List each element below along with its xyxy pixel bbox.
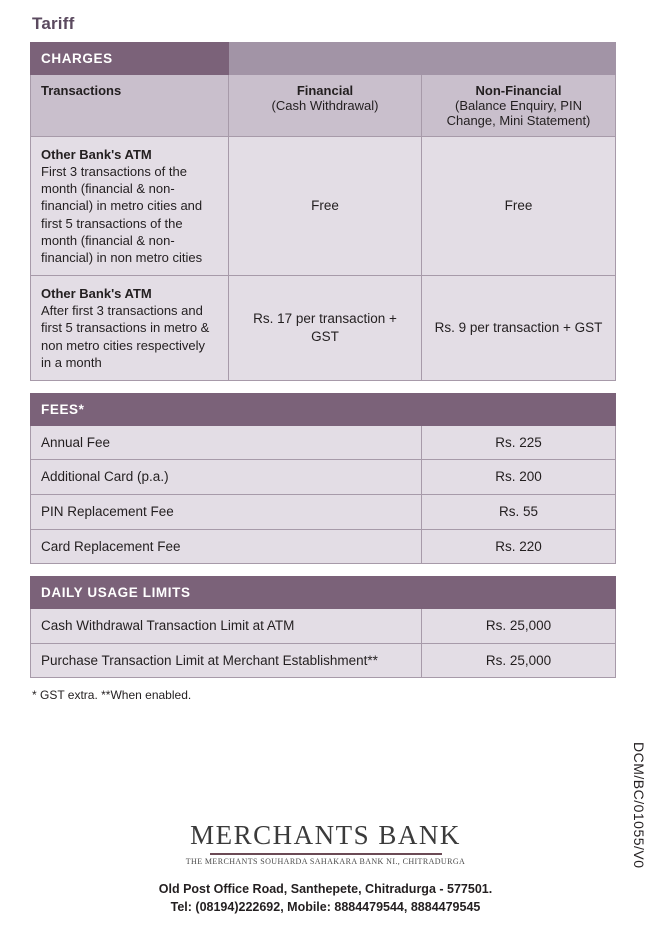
fees-row-3-label: PIN Replacement Fee (31, 494, 422, 529)
fees-row-1-label: Annual Fee (31, 425, 422, 460)
charges-col2-header-main: Financial (296, 83, 354, 98)
table-row (31, 643, 616, 678)
address-line-1: Old Post Office Road, Santhepete, Chitradurga - 577501. (158, 882, 493, 896)
page-title: Tariff (32, 14, 75, 33)
table-row (31, 425, 616, 460)
limits-band-label: DAILY USAGE LIMITS (31, 577, 616, 609)
fees-band-label: FEES* (31, 393, 616, 425)
charges-col3-header (422, 75, 616, 137)
charges-column-header-row (31, 75, 616, 137)
charges-col3-header-sub: (Balance Enquiry, PIN Change, Mini Statement) (446, 98, 591, 128)
charges-row-2-financial: Rs. 17 per transaction + GST (229, 276, 422, 381)
document-code: DCM/BC/01055/V0 (631, 742, 647, 869)
spacer-1 (30, 381, 615, 393)
fees-row-2-value: Rs. 200 (422, 460, 616, 495)
fees-band-row (31, 393, 616, 425)
fees-row-4-value: Rs. 220 (422, 529, 616, 564)
limits-row-2-value: Rs. 25,000 (422, 643, 616, 678)
charges-band-empty-1 (229, 43, 422, 75)
limits-row-1-value: Rs. 25,000 (422, 609, 616, 644)
charges-row-2-description (31, 276, 229, 381)
charges-col2-header-sub: (Cash Withdrawal) (271, 98, 379, 113)
fees-row-4-label: Card Replacement Fee (31, 529, 422, 564)
daily-usage-limits-table (30, 576, 616, 678)
table-row (31, 460, 616, 495)
charges-table (30, 42, 616, 381)
charges-band-row (31, 43, 616, 75)
bank-logo (0, 820, 651, 866)
charges-row-1-text: First 3 transactions of the month (financial & non-financial) in metro cities and first 5 transactions of the month (financial & non-financial) in non metro cities (41, 164, 203, 265)
limits-row-2-label: Purchase Transaction Limit at Merchant Establishment** (31, 643, 422, 678)
charges-row-1-non-financial: Free (422, 137, 616, 276)
charges-row-2-non-financial: Rs. 9 per transaction + GST (422, 276, 616, 381)
charges-row-2-text: After first 3 transactions and first 5 transactions in metro & non metro cities respectively in a month (41, 303, 210, 370)
charges-col1-header (31, 75, 229, 137)
charges-row-2-title: Other Bank's ATM (41, 286, 152, 302)
table-row (31, 494, 616, 529)
fees-row-1-value: Rs. 225 (422, 425, 616, 460)
charges-col2-header (229, 75, 422, 137)
limits-band-row (31, 577, 616, 609)
address-line-2: Tel: (08194)222692, Mobile: 8884479544, 8884479545 (170, 900, 481, 915)
fees-row-3-value: Rs. 55 (422, 494, 616, 529)
table-row (31, 609, 616, 644)
logo-divider (210, 853, 442, 855)
charges-row-1-financial: Free (229, 137, 422, 276)
fees-table (30, 393, 616, 564)
charges-row-1-title: Other Bank's ATM (41, 147, 152, 162)
charges-col1-header-label: Transactions (41, 83, 122, 98)
charges-row-1-description (31, 137, 229, 276)
fees-row-2-label: Additional Card (p.a.) (31, 460, 422, 495)
bank-name: MERCHANTS BANK (190, 820, 461, 850)
charges-band-label: CHARGES (31, 43, 229, 75)
limits-row-1-label: Cash Withdrawal Transaction Limit at ATM (31, 609, 422, 644)
charges-band-empty-2 (422, 43, 616, 75)
table-row (31, 276, 616, 381)
footer-address (0, 880, 651, 916)
spacer-2 (30, 564, 615, 576)
footnote: * GST extra. **When enabled. (32, 688, 192, 703)
table-row (31, 137, 616, 276)
bank-tagline: THE MERCHANTS SOUHARDA SAHAKARA BANK NI., CHITRADURGA (185, 857, 466, 866)
table-row (31, 529, 616, 564)
charges-col3-header-main: Non-Financial (475, 83, 562, 98)
